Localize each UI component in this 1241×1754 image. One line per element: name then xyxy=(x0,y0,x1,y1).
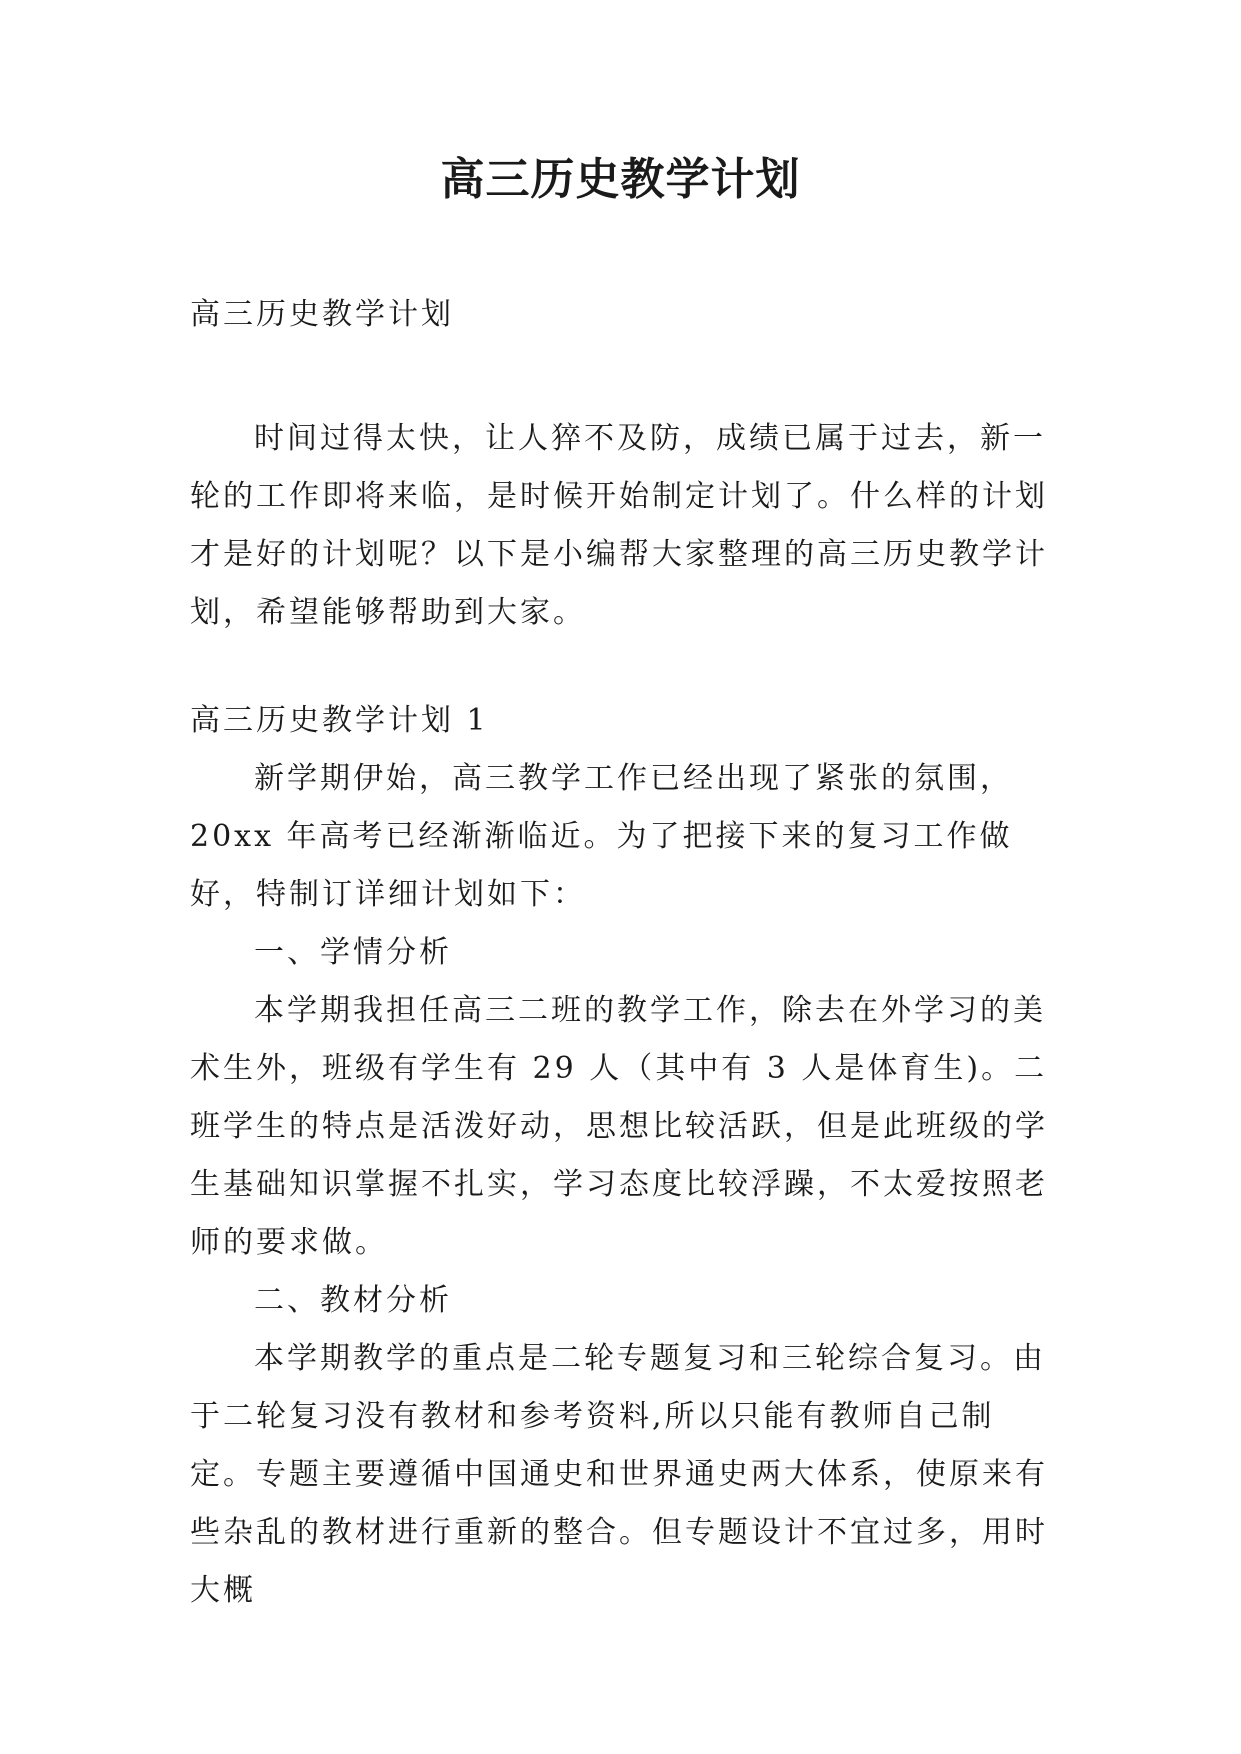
document-subtitle: 高三历史教学计划 xyxy=(190,297,454,332)
heading-jiaocai: 二、教材分析 xyxy=(254,1283,452,1318)
section-1-heading: 高三历史教学计划 1 xyxy=(190,703,489,738)
heading-xueqing: 一、学情分析 xyxy=(254,935,452,970)
section-1-paragraph: 新学期伊始，高三教学工作已经出现了紧张的氛围，20xx 年高考已经渐渐临近。为了把接下来的复习工作做好，特制订详细计划如下： xyxy=(190,761,1013,912)
document-title: 高三历史教学计划 xyxy=(440,154,801,205)
intro-paragraph: 时间过得太快，让人猝不及防，成绩已属于过去，新一轮的工作即将来临，是时候开始制定计划了。什么样的计划才是好的计划呢？以下是小编帮大家整理的高三历史教学计划，希望能够帮助到大家。 xyxy=(190,421,1048,630)
paragraph-jiaocai: 本学期教学的重点是二轮专题复习和三轮综合复习。由于二轮复习没有教材和参考资料,所以只能有教师自己制定。专题主要遵循中国通史和世界通史两大体系，使原来有些杂乱的教材进行重新的整合。但专题设计不宜过多，用时大概 xyxy=(190,1341,1048,1608)
paragraph-xueqing: 本学期我担任高三二班的教学工作，除去在外学习的美术生外，班级有学生有 29 人（其中有 3 人是体育生)。二班学生的特点是活泼好动，思想比较活跃，但是此班级的学生基础知识掌握不扎实，学习态度比较浮躁，不太爱按照老师的要求做。 xyxy=(190,993,1048,1260)
section-1 xyxy=(190,692,1060,1620)
